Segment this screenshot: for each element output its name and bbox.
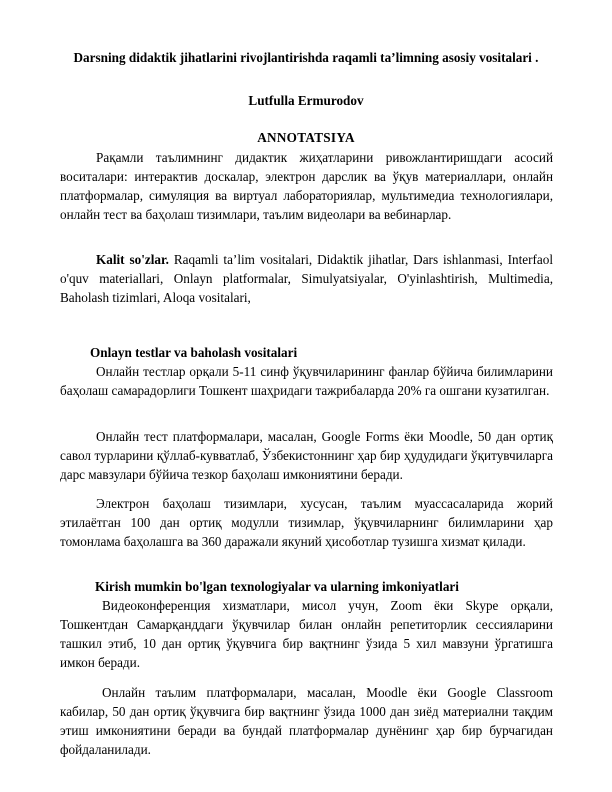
keywords-text: Raqamli ta’lim vositalari, Didaktik jihatlar, Dars ishlanmasi, Interfaol o'quv materiallari, Onlayn platformalar, Simulyatsiyalar, O'yinlashtirish, Multimedia, Baholash tizimlari, Aloqa vositalari,: [60, 252, 553, 305]
keywords-paragraph: [60, 250, 553, 307]
keywords-label: Kalit so'zlar.: [96, 252, 169, 267]
annotation-heading: ANNOTATSIYA: [257, 130, 355, 145]
annotation-text: Рақамли таълимнинг дидактик жиҳатларини ривожлантиришдаги асосий воситалари: интерактив доскалар, электрон дарслик ва ўқув материаллари, онлайн платформалар, симуляция ва виртуал лабораториялар, мультимедиа технологиялари, онлайн тест ва баҳолаш тизимлари, таълим видеолари ва вебинарлар.: [60, 150, 553, 222]
section2-paragraph-2: [60, 683, 553, 759]
section1-paragraph-3-text: Электрон баҳолаш тизимлари, хусусан, таълим муассасаларида жорий этилаётган 100 дан ортиқ модулли тизимлар, ўқувчиларнинг билимларини ҳар томонлама баҳолашга ва 360 даражали якуний ҳисоботлар тузишга хизмат қилади.: [60, 496, 553, 549]
section2-heading: Kirish mumkin bo'lgan texnologiyalar va ularning imkoniyatlari: [95, 579, 459, 594]
section1-heading: Onlayn testlar va baholash vositalari: [90, 345, 298, 360]
section1-paragraph-1: [60, 362, 553, 400]
section1-paragraph-2-text: Онлайн тест платформалари, масалан, Google Forms ёки Moodle, 50 дан ортиқ савол турларини қўллаб-кувватлаб, Ўзбекистоннинг ҳар бир ҳудудидаги ўқитувчиларга дарс мавзулари бўйича тезкор баҳолаш имкониятини беради.: [60, 429, 553, 482]
paper-title: Darsning didaktik jihatlarini rivojlantirishda raqamli ta’limning asosiy vositalari .: [73, 50, 539, 65]
section1-paragraph-2: [60, 427, 553, 484]
section1-paragraph-3: [60, 494, 553, 551]
annotation-paragraph: [60, 148, 553, 224]
paper-author: Lutfulla Ermurodov: [248, 93, 364, 108]
section2-paragraph-2-text: Онлайн таълим платформалари, масалан, Moodle ёки Google Classroom кабилар, 50 дан ортиқ ўқувчига бир вақтнинг ўзида 1000 дан зиёд материални тақдим этиш имкониятини беради ва бундай платформалар дунёнинг ҳар бир бурчагидан фойдаланилади.: [60, 685, 553, 757]
section2-paragraph-1: [60, 596, 553, 672]
section2-paragraph-1-text: Видеоконференция хизматлари, мисол учун, Zoom ёки Skype орқали, Тошкентдан Самарқанддаги ўқувчилар билан онлайн репетиторлик сессияларини ташкил этиб, 10 дан ортиқ ўқувчига бир вақтнинг ўзида 5 хил мавзуни ўргатишга имкон беради.: [60, 598, 553, 670]
section1-paragraph-1-text: Онлайн тестлар орқали 5-11 синф ўқувчиларининг фанлар бўйича билимларини баҳолаш самарадорлиги Тошкент шаҳридаги тажрибаларда 20% га ошгани кузатилган.: [60, 364, 553, 398]
